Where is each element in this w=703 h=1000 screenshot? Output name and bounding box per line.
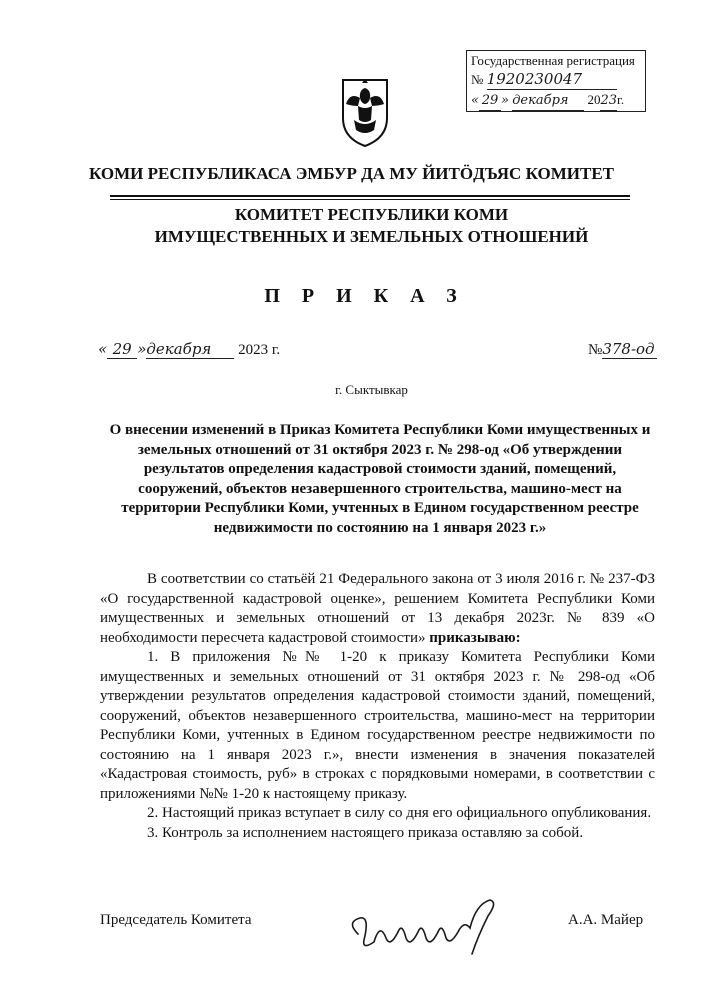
order-word: приказываю: — [429, 629, 521, 646]
item-2: 2. Настоящий приказ вступает в силу со дня его официального опубликования. — [147, 805, 652, 821]
stamp-reg-line — [471, 70, 617, 90]
stamp-reg-label: № — [471, 72, 484, 87]
order-body — [100, 570, 655, 843]
org-name — [0, 204, 703, 248]
order-subject: О внесении изменений в Приказ Комитета Республики Коми имущественных и земельных отношений от 31 октября 2023 г. № 298-од «Об утверждении результатов определения кадастровой стоимости зданий, помещений, сооружений, объектов незавершенного строительства, машино-мест на территории Республики Коми, учтенных в Едином государственном реестре недвижимости по состоянию на 1 января 2023 г.» — [109, 422, 651, 536]
order-number-label: № — [588, 342, 603, 358]
header-divider-thin — [110, 199, 630, 200]
order-date: « 29 »декабря 2023 г. — [98, 340, 281, 358]
org-name-line2: ИМУЩЕСТВЕННЫХ И ЗЕМЕЛЬНЫХ ОТНОШЕНИЙ — [154, 227, 589, 246]
preamble-paragraph — [100, 570, 655, 648]
stamp-reg-number: 1920230047 — [487, 70, 617, 90]
stamp-date-day: 29 — [479, 91, 501, 111]
signatory-name: А.А. Майер — [568, 912, 644, 928]
header-komi-name: КОМИ РЕСПУБЛИКАСА ЭМБУР ДА МУ ЙИТÖДЪЯС КОМИТЕТ — [89, 164, 614, 183]
city: г. Сыктывкар — [335, 382, 408, 397]
stamp-date-year: 23 — [600, 91, 617, 111]
signatory-position: Председатель Комитета — [100, 912, 252, 928]
order-date-year: 2023 г. — [238, 342, 281, 358]
stamp-title: Государственная регистрация — [471, 53, 635, 68]
registration-stamp — [466, 50, 646, 112]
order-date-day: 29 — [107, 340, 137, 359]
item-3: 3. Контроль за исполнением настоящего приказа оставляю за собой. — [147, 824, 584, 841]
item-1: 1. В приложения №№ 1-20 к приказу Комитета Республики Коми имущественных и земельных отношений от 31 октября 2023 г. № 298-од «Об утверждении результатов определения кадастровой стоимости зданий, помещений, сооружений, объектов незавершенного строительства, машино-мест на территории Республики Коми, учтенных в Едином государственном реестре недвижимости по состоянию на 1 января 2023 г.», внести изменения в значения показателей «Кадастровая стоимость, руб» в строках с порядковыми номерами, в соответствии с приложениями №№ 1-20 к настоящему приказу. — [100, 649, 655, 802]
order-date-month: декабря — [146, 340, 234, 359]
org-name-line1: КОМИТЕТ РЕСПУБЛИКИ КОМИ — [234, 205, 509, 224]
handwritten-signature-icon — [340, 892, 510, 962]
preamble-text: В соответствии со статьёй 21 Федерального закона от 3 июля 2016 г. № 237-ФЗ «О государственной кадастровой оценке», решением Комитета Республики Коми имущественных и земельных отношений от 13 декабря 2023г. № 839 «О необходимости пересчета кадастровой стоимости» — [100, 571, 655, 646]
stamp-date-month: декабря — [512, 91, 584, 111]
komi-coat-of-arms-icon — [340, 76, 390, 148]
stamp-date-line: « 29 » декабря 2023г. — [471, 90, 624, 111]
document-type-title: ПРИКАЗ — [264, 285, 479, 307]
order-number-value: 378-од — [602, 340, 657, 359]
header-divider — [110, 195, 630, 197]
order-number — [588, 340, 657, 359]
